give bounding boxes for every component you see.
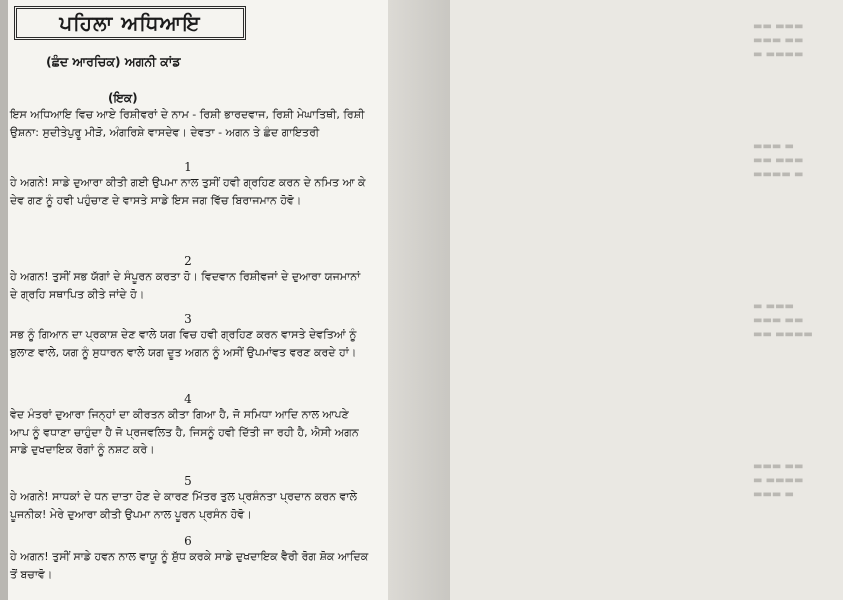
verse-text: ਸਭ ਨੂੰ ਗਿਆਨ ਦਾ ਪ੍ਰਕਾਸ਼ ਦੇਣ ਵਾਲੇ ਯਗ ਵਿਚ ਹਵੀ ਗ੍ਰਹਿਣ ਕਰਨ ਵਾਸਤੇ ਦੇਵਤਿਆਂ ਨੂੰ ਬੁਲਾਣ ਵਾਲੇ, ਯਗ ਨੂੰ ਸੁਧਾਰਨ ਵਾਲੇ ਯਗ ਦੂਤ ਅਗਨ ਨੂੰ ਅਸੀਂ ਉਪਮਾਂਵਤ ਵਰਣ ਕਰਦੇ ਹਾਂ। xyxy=(10,328,357,359)
verse-text: ਹੇ ਅਗਨੇ! ਸਾਧਕਾਂ ਦੇ ਧਨ ਦਾਤਾ ਹੋਣ ਦੇ ਕਾਰਣ ਮਿੱਤਰ ਤੁਲ ਪ੍ਰਸ਼ੰਨਤਾ ਪ੍ਰਦਾਨ ਕਰਨ ਵਾਲੇ ਪੂਜਨੀਕ! ਮੇਰੇ ਦੁਆਰਾ ਕੀਤੀ ਉਪਮਾ ਨਾਲ ਪੂਰਨ ਪ੍ਰਸੰਨ ਹੋਵੋ। xyxy=(10,490,357,521)
facing-page-bleed-text: ▬▬▬ ▬▬ ▬ ▬▬▬▬ ▬▬▬ ▬ xyxy=(753,461,804,500)
facing-page-bleed-text: ▬▬ ▬▬▬ ▬▬▬ ▬▬ ▬ ▬▬▬▬ xyxy=(753,21,804,60)
verse-number: 2 xyxy=(184,254,192,268)
intro-paragraph: ਇਸ ਅਧਿਆਇ ਵਿਚ ਆਏ ਰਿਸ਼ੀਵਰਾਂ ਦੇ ਨਾਮ - ਰਿਸ਼ੀ ਭਾਰਦਵਾਜ, ਰਿਸ਼ੀ ਮੇਘਾਤਿਥੀ, ਰਿਸ਼ੀ ਉਸ਼ਨਾ: ਸੁਦੀਤੇਪੁਰੂ ਮੀੜੋ, ਅੰਗਰਿਸ਼ੇ ਵਾਸਦੇਵ। ਦੇਵਤਾ - ਅਗਨ ਤੇ ਛੰਦ ਗਾਇਤਰੀ xyxy=(10,108,365,139)
facing-page-bleed-text: ▬▬▬ ▬ ▬▬ ▬▬▬ ▬▬▬▬ ▬ xyxy=(753,141,804,180)
verse-text: ਵੇਦ ਮੰਤਰਾਂ ਦੁਆਰਾ ਜਿਨ੍ਹਾਂ ਦਾ ਕੀਰਤਨ ਕੀਤਾ ਗਿਆ ਹੈ, ਜੋ ਸਮਿਧਾ ਆਦਿ ਨਾਲ ਆਪਣੇ ਆਪ ਨੂੰ ਵਧਾਣਾ ਚਾਹੁੰਦਾ ਹੈ ਜੋ ਪ੍ਰਜਵਲਿਤ ਹੈ, ਜਿਸਨੂੰ ਹਵੀ ਦਿੱਤੀ ਜਾ ਰਹੀ ਹੈ, ਐਸੀ ਅਗਨ ਸਾਡੇ ਦੁਖਦਾਇਕ ਰੋਗਾਂ ਨੂੰ ਨਸ਼ਟ ਕਰੇ। xyxy=(10,408,359,456)
verse-text: ਹੇ ਅਗਨੇ! ਸਾਡੇ ਦੁਆਰਾ ਕੀਤੀ ਗਈ ਉਪਮਾ ਨਾਲ ਤੁਸੀਂ ਹਵੀ ਗ੍ਰਹਿਣ ਕਰਨ ਦੇ ਨਮਿਤ ਆ ਕੇ ਦੇਵ ਗਣ ਨੂੰ ਹਵੀ ਪਹੁੰਚਾਣ ਦੇ ਵਾਸਤੇ ਸਾਡੇ ਇਸ ਜਗ ਵਿੱਚ ਬਿਰਾਜਮਾਨ ਹੋਵੋ। xyxy=(10,176,366,207)
verse-number: 3 xyxy=(184,312,192,326)
facing-page xyxy=(388,0,813,600)
facing-page-bleed-text: ▬ ▬▬▬ ▬▬▬ ▬▬ ▬▬ ▬▬▬▬ xyxy=(753,301,813,340)
verse-number: 4 xyxy=(184,392,192,406)
page-gutter xyxy=(0,0,8,600)
section-title: (ਛੰਦ ਆਰਚਿਕ) ਅਗਨੀ ਕਾਂਡ xyxy=(46,54,181,69)
verse-number: 5 xyxy=(184,474,192,488)
verse-text: ਹੇ ਅਗਨ! ਤੁਸੀਂ ਸਭ ਯੱਗਾਂ ਦੇ ਸੰਪੂਰਨ ਕਰਤਾ ਹੋ। ਵਿਦਵਾਨ ਰਿਸ਼ੀਵਜਾਂ ਦੇ ਦੁਆਰਾ ਯਜਮਾਨਾਂ ਦੇ ਗ੍ਰਹਿ ਸਥਾਪਿਤ ਕੀਤੇ ਜਾਂਦੇ ਹੋ। xyxy=(10,270,361,301)
part-label: (ਇਕ) xyxy=(108,91,138,105)
chapter-title-box xyxy=(14,6,246,40)
verse-text: ਹੇ ਅਗਨ! ਤੁਸੀਂ ਸਾਡੇ ਹਵਨ ਨਾਲ ਵਾਯੂ ਨੂੰ ਸ਼ੁੱਧ ਕਰਕੇ ਸਾਡੇ ਦੁਖਦਾਇਕ ਵੈਰੀ ਰੋਗ ਸ਼ੋਕ ਆਦਿਕ ਤੋਂ ਬਚਾਵੋ। xyxy=(10,550,369,581)
verse-number: 1 xyxy=(184,160,192,174)
chapter-title: ਪਹਿਲਾ ਅਧਿਆਇ xyxy=(59,11,201,35)
book-page xyxy=(8,0,388,600)
verse-number: 6 xyxy=(184,534,192,548)
